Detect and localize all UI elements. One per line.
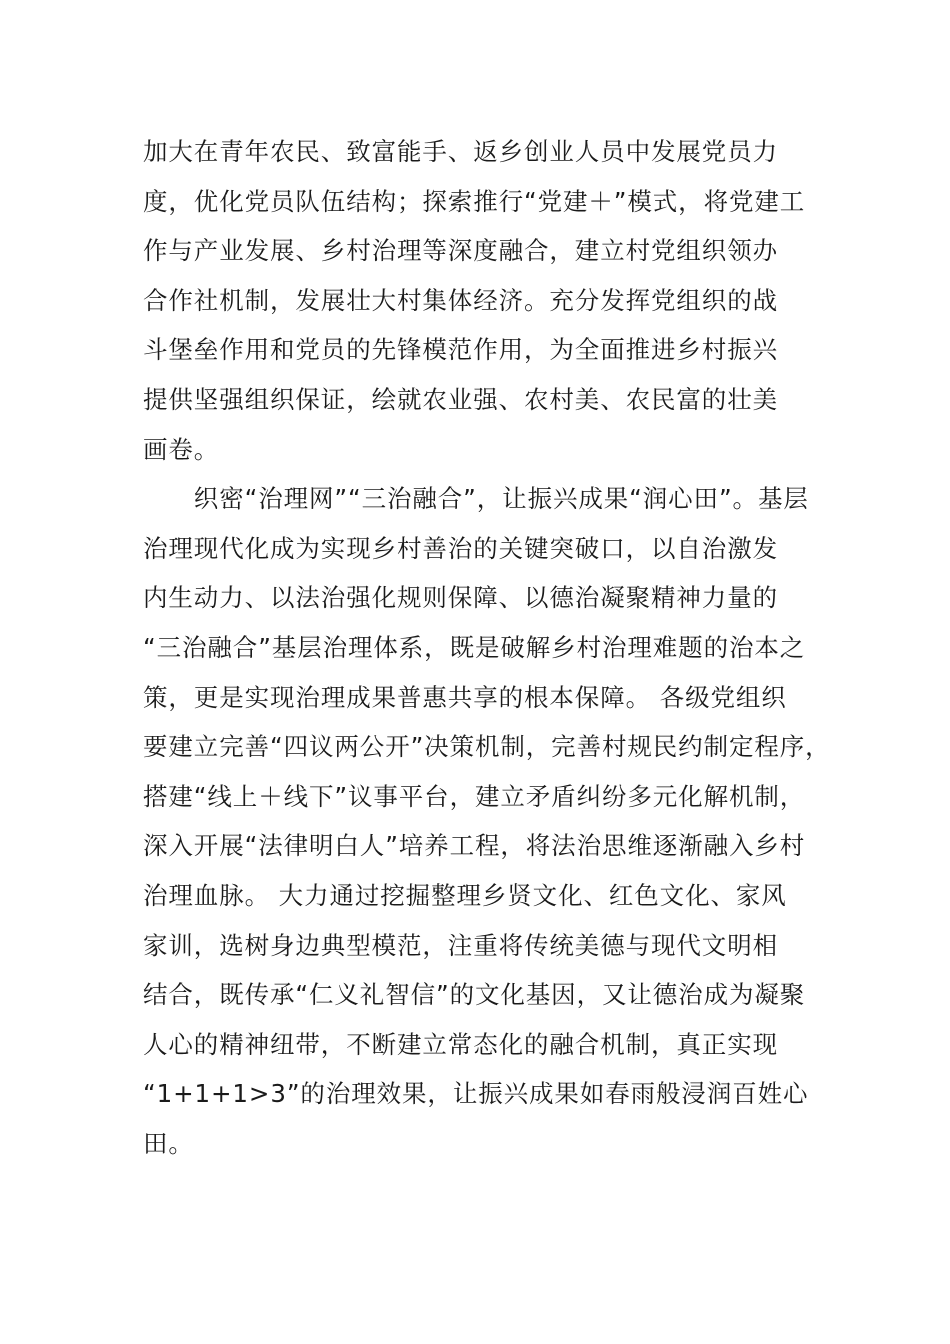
- text-line: 合作社机制，发展壮大村集体经济。充分发挥党组织的战: [143, 285, 778, 315]
- text-line: 人心的精神纽带，不断建立常态化的融合机制，真正实现: [143, 1029, 778, 1059]
- text-line: 结合，既传承“仁义礼智信”的文化基因，又让德治成为凝聚: [143, 980, 806, 1010]
- text-line: 治理现代化成为实现乡村善治的关键突破口，以自治激发: [143, 533, 778, 563]
- text-line: 画卷。: [143, 434, 220, 464]
- paragraph-1: [143, 127, 833, 474]
- text-line: “1+1+1>3”的治理效果，让振兴成果如春雨般浸润百姓心: [143, 1079, 809, 1109]
- text-line: 要建立完善“四议两公开”决策机制，完善村规民约制定程序，: [143, 732, 831, 762]
- text-line: 策，更是实现治理成果普惠共享的根本保障。 各级党组织: [143, 682, 787, 712]
- text-line: 提供坚强组织保证，绘就农业强、农村美、农民富的壮美: [143, 384, 778, 414]
- text-line: 深入开展“法律明白人”培养工程，将法治思维逐渐融入乡村: [143, 831, 806, 861]
- text-line: 内生动力、以法治强化规则保障、以德治凝聚精神力量的: [143, 583, 778, 613]
- text-line: 斗堡垒作用和党员的先锋模范作用，为全面推进乡村振兴: [143, 335, 778, 365]
- text-line: 田。: [143, 1128, 194, 1158]
- paragraph-2: [143, 474, 833, 1168]
- text-line: 家训，选树身边典型模范，注重将传统美德与现代文明相: [143, 930, 778, 960]
- body-text: [143, 127, 833, 1168]
- text-line: 治理血脉。 大力通过挖掘整理乡贤文化、红色文化、家风: [143, 880, 787, 910]
- text-line: 织密“治理网”“三治融合”，让振兴成果“润心田”。基层: [143, 484, 809, 514]
- text-line: 作与产业发展、乡村治理等深度融合，建立村党组织领办: [143, 236, 778, 266]
- text-line: 加大在青年农民、致富能手、返乡创业人员中发展党员力: [143, 137, 778, 166]
- text-line: “三治融合”基层治理体系，既是破解乡村治理难题的治本之: [143, 632, 806, 662]
- text-line: 搭建“线上＋线下”议事平台，建立矛盾纠纷多元化解机制，: [143, 781, 806, 811]
- text-line: 度，优化党员队伍结构；探索推行“党建＋”模式，将党建工: [143, 186, 806, 216]
